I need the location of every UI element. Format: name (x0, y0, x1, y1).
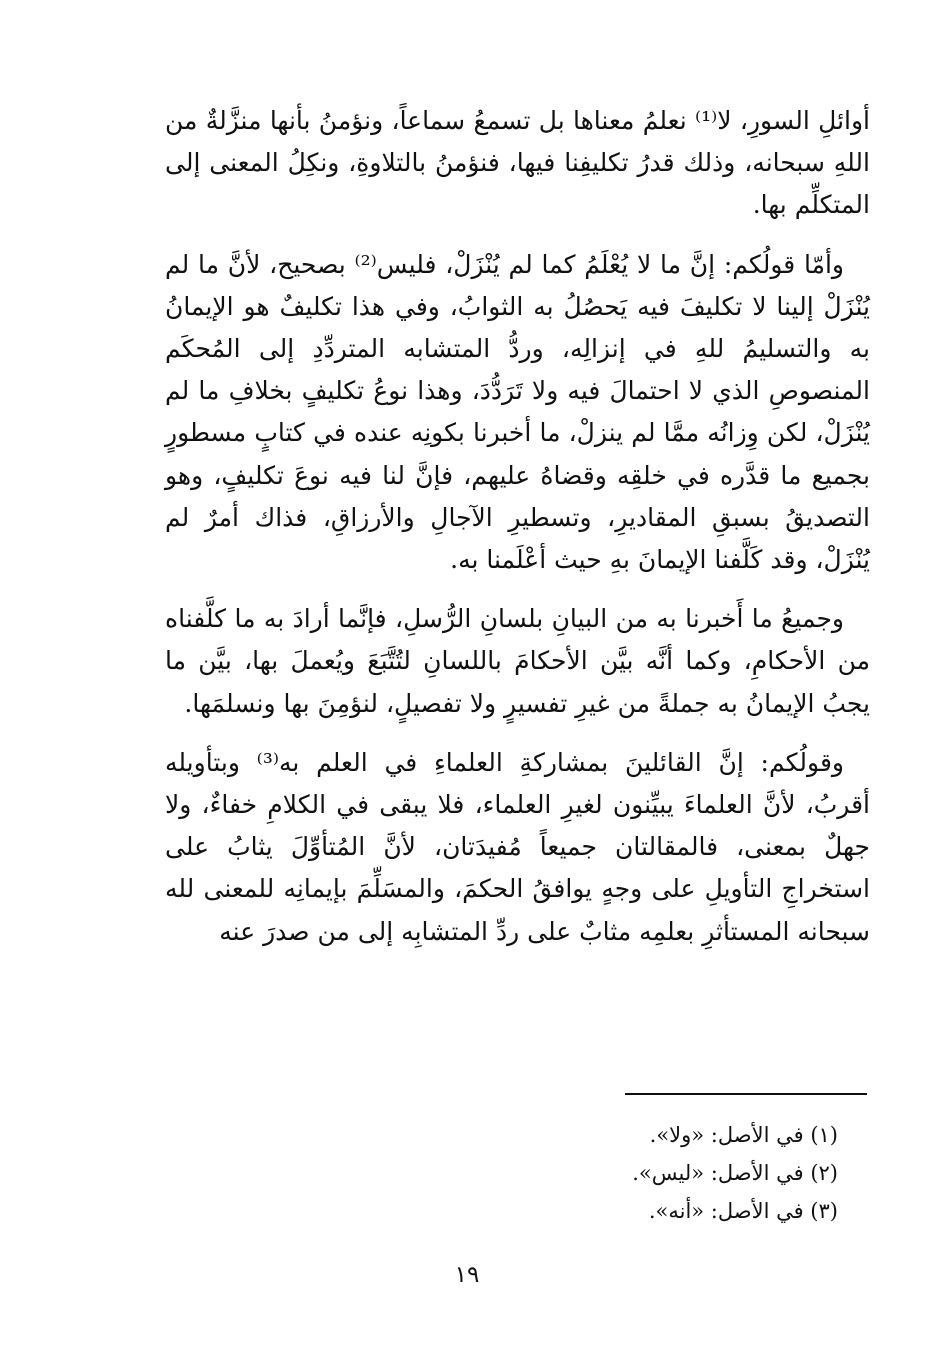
paragraph: وأمّا قولُكم: إنَّ ما لا يُعْلَمُ كما لم يُنْزَلْ، فليس⁽²⁾ بصحيح، لأنَّ ما لم يُنْزَلْ إلينا لا تكليفَ فيه يَحصُلُ به الثوابُ، وفي هذا تكليفٌ هو الإيمانُ به والتسليمُ للهِ في إنزالِه، وردُّ المتشابه المتردِّدِ إلى المُحكَم المنصوصِ الذي لا احتمالَ فيه ولا تَرَدُّدَ، وهذا نوعُ تكليفٍ بخلافِ ما لم يُنْزَلْ، لكن وِزانُه ممَّا لم ينزلْ، ما أخبرنا بكونِه عنده في كتابٍ مسطورٍ بجميع ما قدَّره في خلقِه وقضاهُ عليهم، فإنَّ لنا فيه نوعَ تكليفٍ، وهو التصديقُ بسبقِ المقاديرِ، وتسطيرِ الآجالِ والأرزاقِ، فذاك أمرٌ لم يُنْزَلْ، وقد كَلَّفنا الإيمانَ بهِ حيث أعْلَمنا به. (165, 249, 870, 575)
footnote: (١) في الأصل: «ولا». (649, 1123, 838, 1147)
footnotes (538, 1116, 838, 1230)
paragraph: أوائلِ السورِ، لا⁽¹⁾ نعلمُ معناها بل تسمعُ سماعاً، ونؤمنُ بأنها منزَّلةٌ من اللهِ سبحانه، وذلك قدرُ تكليفِنا فيها، فنؤمنُ بالتلاوةِ، ونكِلُ المعنى إلى المتكلِّم بها. (165, 106, 870, 220)
page-number: ١٩ (454, 1262, 480, 1288)
body-text (165, 100, 870, 970)
footnote: (٣) في الأصل: «أنه». (648, 1199, 838, 1223)
footnote: (٢) في الأصل: «ليس». (632, 1161, 838, 1185)
paragraph: وقولُكم: إنَّ القائلينَ بمشاركةِ العلماءِ في العلم به⁽³⁾ وبتأويله أقربُ، لأنَّ العلماءَ يبيِّنون لغيرِ العلماء، فلا يبقى في الكلامِ خفاءٌ، ولا جهلٌ بمعنى، فالمقالتان جميعاً مُفيدَتان، لأنَّ المُتأوِّلَ يثابُ على استخراجِ التأويلِ على وجهٍ يوافقُ الحكمَ، والمسَلِّمَ بإيمانِه للمعنى لله سبحانه المستأثرِ بعلمِه مثابٌ على ردِّ المتشابِه إلى من صدرَ عنه (165, 747, 870, 946)
footnote-separator (625, 1093, 867, 1095)
paragraph: وجميعُ ما أَخبرنا به من البيانِ بلسانِ الرُّسلِ، فإنَّما أرادَ به ما كلَّفناه من الأحكامِ، وكما أنَّه بيَّن الأحكامَ باللسانِ لتُتَّبَعَ ويُعملَ بها، بيَّن ما يجبُ الإيمانُ به جملةً من غيرِ تفسيرٍ ولا تفصيلٍ، لنؤمِنَ بها ونسلمَها. (165, 604, 870, 718)
